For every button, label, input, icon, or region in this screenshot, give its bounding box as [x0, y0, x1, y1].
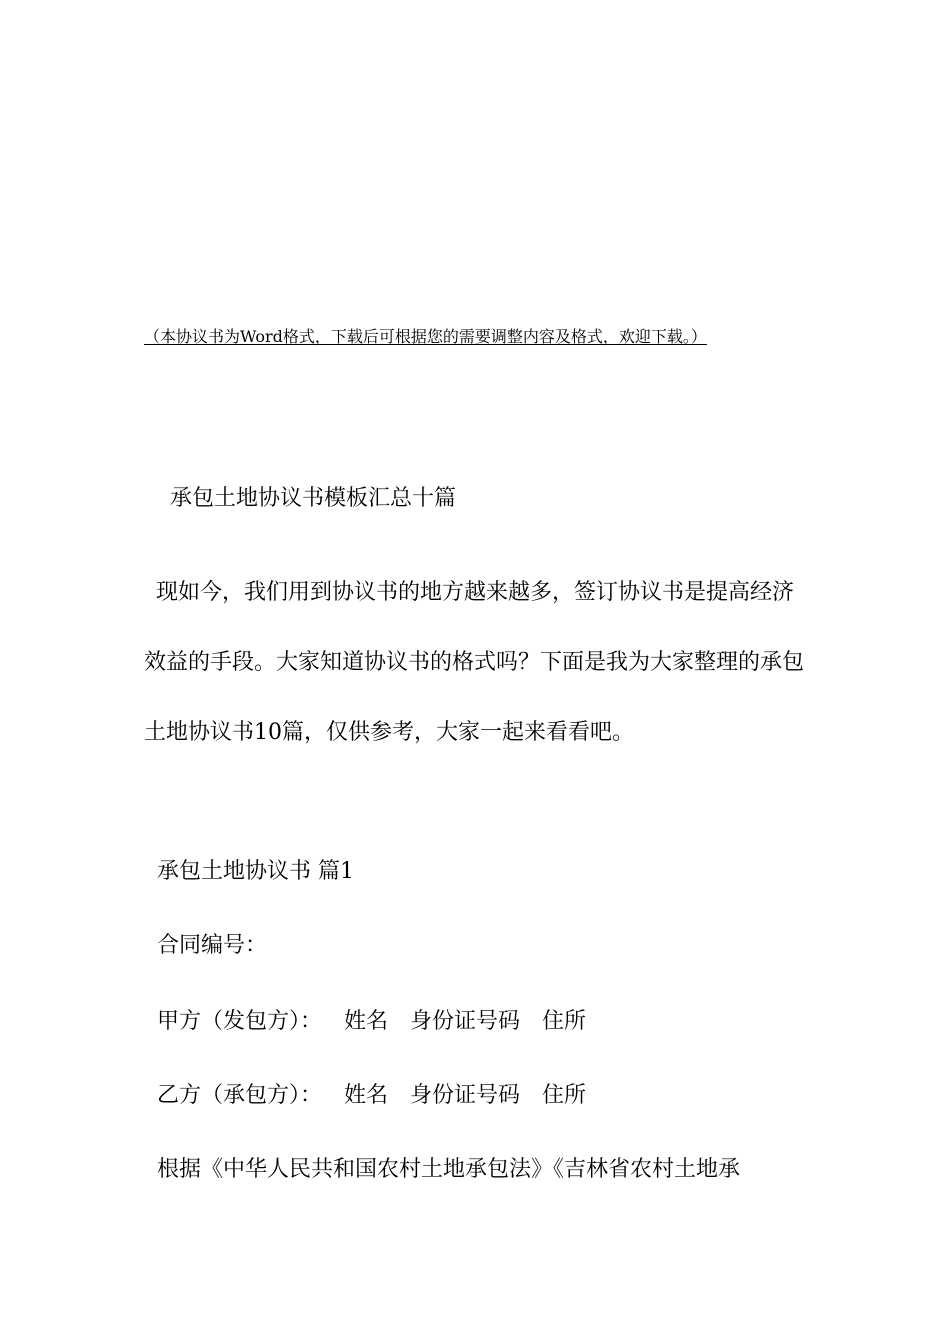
party-b-address-label: 住所: [542, 1083, 587, 1108]
party-b-name-label: 姓名: [344, 1083, 389, 1108]
party-b-line: [157, 1081, 586, 1111]
party-a-label: 甲方（发包方）：: [157, 1009, 323, 1034]
party-a-address-label: 住所: [542, 1009, 587, 1034]
legal-basis-text: 根据《中华人民共和国农村土地承包法》《吉林省农村土地承: [157, 1157, 741, 1182]
section-title: 承包土地协议书 篇1: [157, 859, 354, 884]
party-a-name-label: 姓名: [344, 1009, 389, 1034]
document-title: 承包土地协议书模板汇总十篇: [170, 486, 457, 511]
party-a-id-label: 身份证号码: [410, 1009, 521, 1034]
contract-number-label: 合同编号：: [157, 933, 268, 958]
format-note: （本协议书为Word格式，下载后可根据您的需要调整内容及格式，欢迎下载。）: [144, 327, 707, 346]
party-b-label: 乙方（承包方）：: [157, 1083, 323, 1108]
intro-paragraph: 现如今，我们用到协议书的地方越来越多，签订协议书是提高经济效益的手段。大家知道协议书的格式吗？下面是我为大家整理的承包土地协议书10篇，仅供参考，大家一起来看看吧。: [144, 580, 805, 745]
party-a-line: [157, 1007, 586, 1037]
party-b-id-label: 身份证号码: [410, 1083, 521, 1108]
